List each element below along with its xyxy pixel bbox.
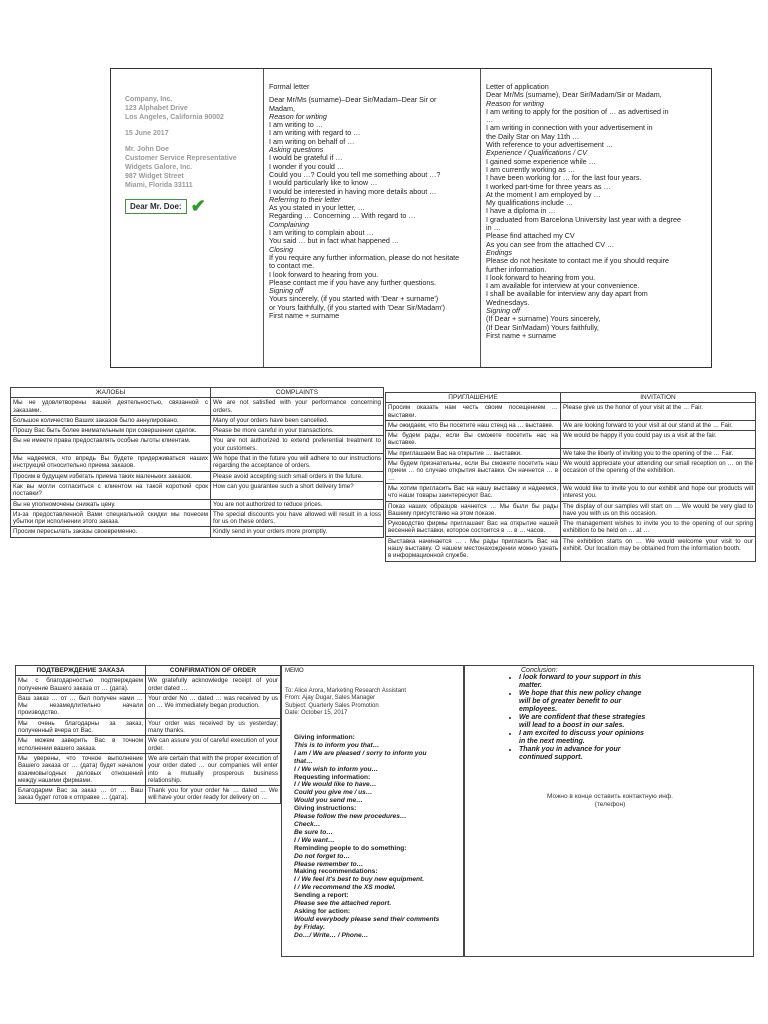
confirmation-row xyxy=(16,718,281,736)
memo-phrase: Please remember to… xyxy=(294,860,364,868)
memo-phrase: Would you send me… xyxy=(294,797,363,805)
conclusion-item: • I am excited to discuss your opinions in the next meeting. xyxy=(519,730,649,746)
complaints-table xyxy=(10,387,384,538)
complaint-ru-cell: Мы не удовлетворены вашей деятельностью, связанной с заказами. xyxy=(11,398,211,416)
phrase-line: My qualifications include … xyxy=(486,199,574,208)
invitation-row xyxy=(386,501,756,519)
confirmation-en-cell: We gratefully acknowledge receipt of your order dated … xyxy=(146,676,281,694)
sender-address-2: Los Angeles, California 90002 xyxy=(125,114,224,121)
phrase-line: I look forward to hearing from you. xyxy=(269,270,379,279)
confirmation-row xyxy=(16,786,281,804)
complaint-en-cell: You are not authorized to extend preferential treatment to your customers. xyxy=(211,436,384,454)
phrase-line: I am writing with regard to … xyxy=(269,129,361,138)
salutation: Dear Mr. Doe: xyxy=(125,199,187,214)
confirmation-header-ru: ПОДТВЕРЖДЕНИЕ ЗАКАЗА xyxy=(16,666,146,676)
memo-phrase: I / We want… xyxy=(294,836,335,844)
section-heading: Reason for writing xyxy=(486,99,544,108)
complaint-row xyxy=(11,415,384,425)
memo-section-heading: Requesting information: xyxy=(294,773,371,781)
phrase-line: Dear Mr/Ms (surname), Dear Sir/Madam/Sir or Madam, xyxy=(486,91,662,100)
memo-subject: Subject: Quarterly Sales Promotion xyxy=(285,702,379,709)
phrase-line: … xyxy=(486,116,494,125)
complaint-row xyxy=(11,527,384,537)
memo-phrase: Would everybody please send their comments xyxy=(294,915,440,923)
memo-section-heading: Making recommendations: xyxy=(294,868,378,876)
memo-from: From: Ajay Dugar, Sales Manager xyxy=(285,695,376,702)
invitation-ru-cell: Руководство фирмы приглашает Вас на открытие нашей весенней выставки, которое состоится в … в … часов. xyxy=(386,519,561,537)
complaint-en-cell: How can you guarantee such a short delivery time? xyxy=(211,481,384,499)
sender-address-1: 123 Alphabet Drive xyxy=(125,105,188,112)
complaint-row xyxy=(11,398,384,416)
invitation-header-ru: ПРИГЛАШЕНИЕ xyxy=(386,393,561,403)
memo-phrase: I / We wish to inform you… xyxy=(294,765,379,773)
complaint-row xyxy=(11,471,384,481)
section-heading: Experience / Qualifications / CV xyxy=(486,149,588,158)
invitation-header-en: INVITATION xyxy=(561,393,756,403)
phrase-line: I have been working for … for the last four years. xyxy=(486,174,642,183)
phrase-line: to contact me. xyxy=(269,262,315,271)
invitation-ru-cell: Мы будем рады, если Вы сможете посетить нас на выставке. xyxy=(386,431,561,449)
complaint-en-cell: The special discounts you have allowed will result in a loss for us on these orders. xyxy=(211,509,384,527)
confirmation-header-en: CONFIRMATION OF ORDER xyxy=(146,666,281,676)
memo-phrase: that… xyxy=(294,757,313,765)
confirmation-en-cell: Your order was received by us yesterday; many thanks. xyxy=(146,718,281,736)
confirmation-ru-cell: Мы с благодарностью подтверждаем получение Вашего заказа от … (дата). xyxy=(16,676,146,694)
complaint-row xyxy=(11,454,384,472)
phrase-line: I would particularly like to know … xyxy=(269,179,378,188)
conclusion-item: • Thank you in advance for your continued support. xyxy=(519,746,649,762)
recipient-address-2: Miami, Florida 33111 xyxy=(125,182,193,189)
phrase-line: Wednesdays. xyxy=(486,298,530,307)
memo-phrase: I / We would like to have… xyxy=(294,781,377,789)
phrase-line: I gained some experience while … xyxy=(486,157,596,166)
phrase-line: Could you …? Could you tell me something about …? xyxy=(269,170,441,179)
phrase-line: I graduated from Barcelona University last year with a degree xyxy=(486,215,681,224)
memo-section-heading: Giving information: xyxy=(294,734,355,741)
contact-note-line-2: (телефон) xyxy=(594,801,626,808)
memo-phrase: Please see the attached report. xyxy=(294,900,392,908)
complaint-ru-cell: Вы не уполномочены снижать цену. xyxy=(11,499,211,509)
formal-letter-column xyxy=(264,69,481,367)
phrase-line: in … xyxy=(486,224,501,233)
memo-phrase: I / We feel it's best to buy new equipment. xyxy=(294,876,425,884)
phrase-line: Please do not hesitate to contact me if you should require xyxy=(486,257,669,266)
complaint-ru-cell: Просим в будущем избегать приема таких маленьких заказов. xyxy=(11,471,211,481)
application-letter-phrases xyxy=(486,83,707,340)
phrase-line: I am writing to apply for the position of … as advertised in xyxy=(486,107,669,116)
section-heading: Referring to their letter xyxy=(269,195,341,204)
phrase-line: (If Dear Sir/Madam) Yours faithfully, xyxy=(486,323,599,332)
conclusion-panel xyxy=(464,665,754,957)
confirmation-en-cell: Thank you for your order № … dated … We will have your order ready for delivery on … xyxy=(146,786,281,804)
letter-date: 15 June 2017 xyxy=(125,130,169,137)
memo-section-heading: Asking for action: xyxy=(294,907,351,915)
letter-reference-block xyxy=(110,68,712,368)
sample-letter-image xyxy=(111,69,264,367)
phrase-line: I have a diploma in … xyxy=(486,207,556,216)
phrase-line: Letter of application xyxy=(486,83,549,91)
phrase-line: With reference to your advertisement … xyxy=(486,141,614,150)
invitation-ru-cell: Мы будем признательны, если Вы сможете посетить наш прием … по случаю открытия выставки. Он начнется … в … xyxy=(386,459,561,484)
conclusion-item: • We hope that this new policy change will be of greater benefit to our employees. xyxy=(519,690,649,714)
invitation-row xyxy=(386,536,756,561)
memo-phrase: Be sure to… xyxy=(294,828,333,836)
invitation-table xyxy=(385,392,756,562)
complaint-en-cell: We are not satisfied with your performance concerning orders. xyxy=(211,398,384,416)
memo-phrase: This is to inform you that… xyxy=(294,741,380,749)
confirmation-en-cell: We can assure you of careful execution of your order. xyxy=(146,736,281,754)
memo-header: MEMO xyxy=(285,668,304,674)
phrase-line: I am available for interview at your convenience. xyxy=(486,282,640,291)
phrase-line: I am currently working as … xyxy=(486,165,576,174)
phrase-line: Regarding … Concerning … With regard to … xyxy=(269,212,416,221)
phrase-line: I look forward to hearing from you. xyxy=(486,273,596,282)
phrase-line: the Daily Star on May 11th … xyxy=(486,132,580,141)
confirmation-row xyxy=(16,753,281,785)
memo-phrase: Please follow the new procedures… xyxy=(294,813,407,821)
complaint-ru-cell: Просим пересылать заказы своевременно. xyxy=(11,527,211,537)
confirmation-ru-cell: Мы уверены, что точное выполнение Вашего заказа от … (дата) будет началом взаимовыгодных деловых отношений между нашими фирмами. xyxy=(16,753,146,785)
complaint-ru-cell: Прошу Вас быть более внимательным при совершении сделок. xyxy=(11,426,211,436)
invitation-row xyxy=(386,403,756,421)
conclusion-title: Conclusion: xyxy=(521,667,558,674)
complaint-ru-cell: Вы не имеете права предоставлять особые льготы клиентам. xyxy=(11,436,211,454)
section-heading: Closing xyxy=(269,245,293,254)
invitation-row xyxy=(386,459,756,484)
phrase-line: If you require any further information, please do not hesitate xyxy=(269,253,460,262)
invitation-en-cell: We would be happy if you could pay us a visit at the fair. xyxy=(561,431,756,449)
recipient-company: Widgets Galore, Inc. xyxy=(125,164,193,171)
memo-section-heading: Reminding people to do something: xyxy=(294,844,407,852)
complaint-en-cell: Please be more careful in your transactions. xyxy=(211,426,384,436)
phrase-line: You said … but in fact what happened … xyxy=(269,237,399,246)
complaint-en-cell: Kindly send in your orders more promptly. xyxy=(211,527,384,537)
memo-phrases xyxy=(294,734,462,940)
phrase-line: I would be grateful if … xyxy=(269,154,343,163)
phrase-line: I am writing to complain about … xyxy=(269,229,374,238)
invitation-row xyxy=(386,420,756,430)
section-heading: Endings xyxy=(486,248,512,257)
phrase-line: At the moment I am employed by … xyxy=(486,190,601,199)
invitation-en-cell: The management wishes to invite you to the opening of our spring exhibition to be held on … at … xyxy=(561,519,756,537)
memo-panel xyxy=(281,665,464,957)
checkmark-icon: ✔ xyxy=(190,196,206,216)
sender-company: Company, Inc. xyxy=(125,96,173,103)
phrase-line: I am writing to … xyxy=(269,121,323,130)
confirmation-en-cell: We are certain that with the proper execution of your order dated … our companies will enter into a mutually prosperous business relationship. xyxy=(146,753,281,785)
invitation-ru-cell: Показ наших образцов начнется … Мы были бы рады Вашему присутствию на этом показе. xyxy=(386,501,561,519)
invitation-row xyxy=(386,431,756,449)
complaint-row xyxy=(11,426,384,436)
phrase-line: Madam, xyxy=(269,104,295,113)
section-heading: Reason for writing xyxy=(269,112,327,121)
invitation-en-cell: We take the liberty of inviting you to the opening of the … Fair. xyxy=(561,448,756,458)
complaint-en-cell: Many of your orders have been cancelled. xyxy=(211,415,384,425)
confirmation-ru-cell: Благодарим Вас за заказ … от … Ваш заказ будет готов к отправке … (дата). xyxy=(16,786,146,804)
complaint-ru-cell: Большое количество Ваших заказов было аннулировано. xyxy=(11,415,211,425)
phrase-line: As you can see from the attached CV … xyxy=(486,240,615,249)
complaint-row xyxy=(11,481,384,499)
phrase-line: I am writing on behalf of … xyxy=(269,137,355,146)
invitation-en-cell: The display of our samples will start on … We would be very glad to have you with us on this occasion. xyxy=(561,501,756,519)
recipient-title: Customer Service Representative xyxy=(125,155,237,162)
memo-phrase: Do not forget to… xyxy=(294,852,351,860)
memo-date: Date: October 15, 2017 xyxy=(285,710,348,717)
invitation-en-cell: We would like to invite you to our exhibit and hope our products will interest you. xyxy=(561,483,756,501)
phrase-line: Yours sincerely, (if you started with 'Dear + surname') xyxy=(269,295,439,304)
memo-phrase: Could you give me / us… xyxy=(294,789,373,797)
contact-note xyxy=(465,793,755,809)
phrase-line: I shall be available for interview any day apart from xyxy=(486,290,648,299)
phrase-line: Please find attached my CV xyxy=(486,232,575,241)
invitation-ru-cell: Просим оказать нам честь своим посещением … выставки. xyxy=(386,403,561,421)
invitation-ru-cell: Мы хотим пригласить Вас на нашу выставку и надеемся, что наши товары заинтересуют Вас. xyxy=(386,483,561,501)
phrase-line: First name + surname xyxy=(486,331,557,340)
invitation-ru-cell: Мы ожидаем, что Вы посетите наш стенд на … выставке. xyxy=(386,420,561,430)
section-heading: Signing off xyxy=(486,307,520,316)
section-heading: Signing off xyxy=(269,287,303,296)
complaint-ru-cell: Мы надеемся, что впредь Вы будете придерживаться наших инструкций относительно приема заказов. xyxy=(11,454,211,472)
complaint-en-cell: Please avoid accepting such small orders in the future. xyxy=(211,471,384,481)
phrase-line: further information. xyxy=(486,265,547,274)
confirmation-row xyxy=(16,693,281,718)
conclusion-list xyxy=(497,674,649,762)
complaint-ru-cell: Из-за предоставленной Вами специальной скидки мы понесем убытки при исполнении этого заказа. xyxy=(11,509,211,527)
invitation-row xyxy=(386,483,756,501)
invitation-en-cell: We are looking forward to your visit at our stand at the … Fair. xyxy=(561,420,756,430)
invitation-ru-cell: Мы приглашаем Вас на открытие … выставки. xyxy=(386,448,561,458)
confirmation-ru-cell: Ваш заказ … от … был получен нами … Мы незамедлительно начали производство. xyxy=(16,693,146,718)
phrase-line: I am writing in connection with your advertisement in xyxy=(486,124,653,133)
invitation-en-cell: We would appreciate your attending our small reception on … on the occasion of the opening of the exhibition. xyxy=(561,459,756,484)
memo-phrase: I am / We are pleased / sorry to inform you xyxy=(294,749,427,757)
application-letter-column xyxy=(481,69,711,367)
phrase-line: (If Dear + surname) Yours sincerely, xyxy=(486,315,601,324)
phrase-line: Dear Mr/Ms (surname)–Dear Sir/Madam–Dear Sir or xyxy=(269,96,437,105)
invitation-ru-cell: Выставка начинается … . Мы рады пригласить Вас на нашу выставку. О нашем местонахождении можно узнать в информационной службе. xyxy=(386,536,561,561)
memo-section-heading: Giving instructions: xyxy=(294,805,357,813)
phrase-line: I would be interested in having more details about … xyxy=(269,187,437,196)
contact-note-line-1: Можно в конце оставить контактную инф. xyxy=(547,793,673,800)
phrase-line: I worked part-time for three years as … xyxy=(486,182,611,191)
confirmation-ru-cell: Мы очень благодарны за заказ, полученный вчера от Вас. xyxy=(16,718,146,736)
memo-to: To: Alice Arora, Marketing Research Assistant xyxy=(285,688,407,694)
confirmation-ru-cell: Мы можем заверить Вас в точном исполнении вашего заказа. xyxy=(16,736,146,754)
memo-phrase: Do…/ Write… / Phone… xyxy=(294,931,369,939)
confirmation-table xyxy=(15,665,281,804)
phrase-line: Please contact me if you have any further questions. xyxy=(269,278,437,287)
invitation-en-cell: Please give us the honor of your visit at the … Fair. xyxy=(561,403,756,421)
section-heading: Asking questions xyxy=(269,146,324,155)
section-heading: Complaining xyxy=(269,220,309,229)
complaints-header-ru: ЖАЛОБЫ xyxy=(11,388,211,398)
conclusion-item: • We are confident that these strategies will lead to a boost in our sales. xyxy=(519,714,649,730)
complaint-row xyxy=(11,436,384,454)
complaint-ru-cell: Как вы могли согласиться с клиентом на такой короткий срок поставки? xyxy=(11,481,211,499)
memo-phrase: Check… xyxy=(294,820,321,828)
recipient-name: Mr. John Doe xyxy=(125,146,169,153)
complaints-header-en: COMPLAINTS xyxy=(211,388,384,398)
conclusion-item: • I look forward to your support in this matter. xyxy=(519,674,649,690)
phrase-line: or Yours faithfully, (if you started with 'Dear Sir/Madam') xyxy=(269,303,445,312)
confirmation-row xyxy=(16,676,281,694)
phrase-line: Formal letter xyxy=(269,83,310,91)
invitation-row xyxy=(386,448,756,458)
complaint-row xyxy=(11,499,384,509)
confirmation-row xyxy=(16,736,281,754)
memo-phrase: I / We recommend the XS model. xyxy=(294,884,396,892)
memo-phrase: by Friday. xyxy=(294,923,325,931)
invitation-en-cell: The exhibition starts on … We would welcome your visit to our exhibit. Our location may be obtained from the information booth. xyxy=(561,536,756,561)
phrase-line: I wonder if you could … xyxy=(269,162,345,171)
phrase-line: As you stated in your letter, … xyxy=(269,204,365,213)
memo-meta xyxy=(285,688,406,718)
complaint-en-cell: You are not authorized to reduce prices. xyxy=(211,499,384,509)
recipient-address-1: 987 Widget Street xyxy=(125,173,184,180)
phrase-line: First name + surname xyxy=(269,312,340,321)
formal-letter-phrases xyxy=(269,83,476,320)
invitation-row xyxy=(386,519,756,537)
complaint-row xyxy=(11,509,384,527)
memo-section-heading: Sending a report: xyxy=(294,892,349,900)
sample-letter xyxy=(125,95,237,214)
confirmation-en-cell: Your order No … dated … was received by us on … We immediately began production. xyxy=(146,693,281,718)
complaint-en-cell: We hope that in the future you will adhere to our instructions regarding the acceptance of orders. xyxy=(211,454,384,472)
